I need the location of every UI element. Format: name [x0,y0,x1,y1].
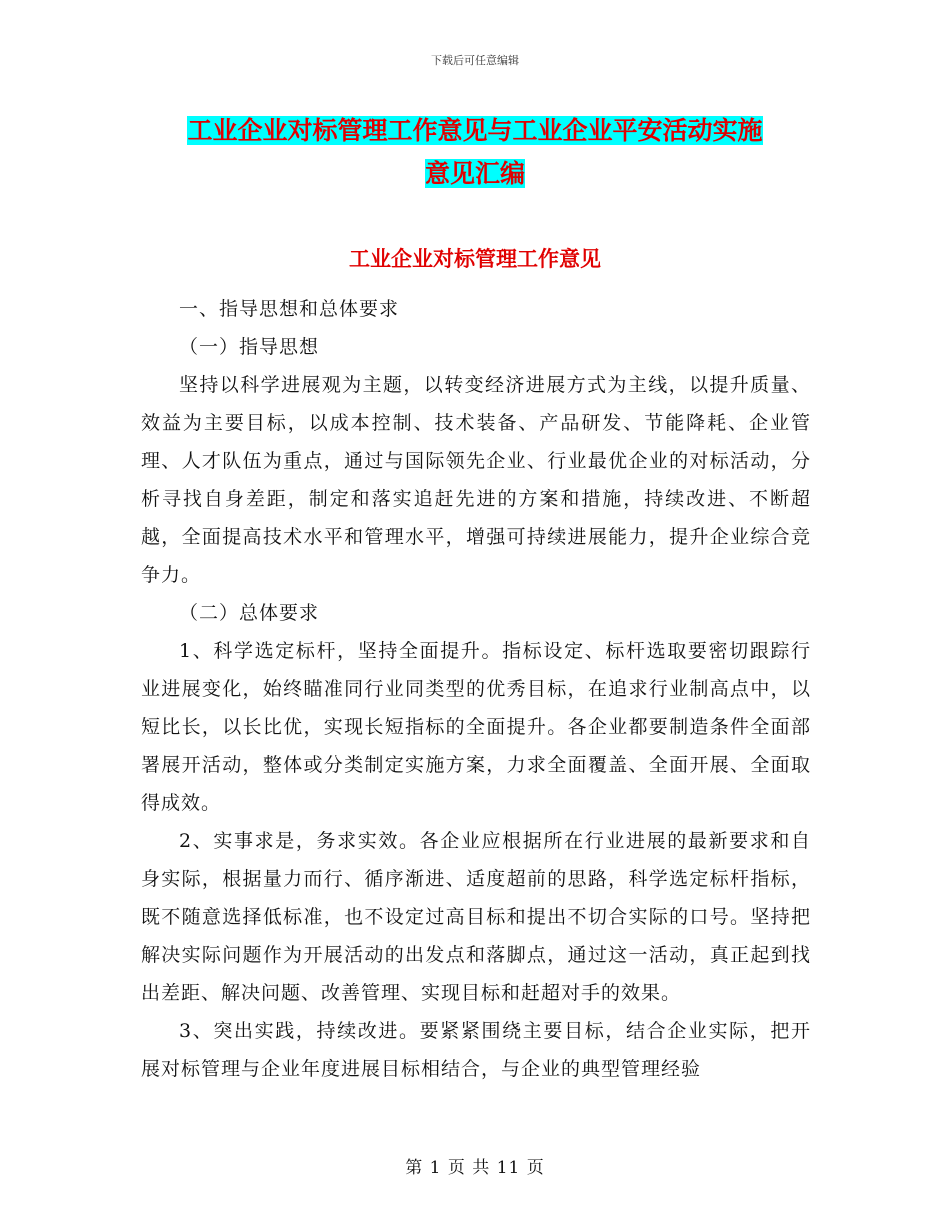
paragraph-requirement-2: 2、实事求是，务求实效。各企业应根据所在行业进展的最新要求和自身实际，根据量力而行、循序渐进、适度超前的思路，科学选定标杆指标，既不随意选择低标准，也不设定过高目标和提出不切合实际的口号。坚持把解决实际问题作为开展活动的出发点和落脚点，通过这一活动，真正起到找出差距、解决问题、改善管理、实现目标和赶超对手的效果。 [141,830,811,1004]
heading-guiding-principles: 一、指导思想和总体要求 [179,298,400,320]
paragraph-requirement-3: 3、突出实践，持续改进。要紧紧围绕主要目标，结合企业实际，把开展对标管理与企业年度进展目标相结合，与企业的典型管理经验 [141,1020,811,1080]
subheading-overall-requirements: （二）总体要求 [179,602,320,624]
document-title-text-2: 意见汇编 [424,159,525,188]
paragraph-requirement-1: 1、科学选定标杆，坚持全面提升。指标设定、标杆选取要密切跟踪行业进展变化，始终瞄准同行业同类型的优秀目标，在追求行业制高点中，以短比长，以长比优，实现长短指标的全面提升。各企业都要制造条件全面部署展开活动，整体或分类制定实施方案，力求全面覆盖、全面开展、全面取得成效。 [141,640,811,814]
header-note: 下载后可任意编辑 [431,54,519,67]
section-title: 工业企业对标管理工作意见 [349,247,601,271]
page-footer: 第 1 页 共 11 页 [405,1158,545,1178]
subheading-guiding-thought: （一）指导思想 [179,336,320,358]
document-title-line-2 [140,149,810,199]
paragraph-guiding-thought: 坚持以科学进展观为主题，以转变经济进展方式为主线，以提升质量、效益为主要目标，以成本控制、技术装备、产品研发、节能降耗、企业管理、人才队伍为重点，通过与国际领先企业、行业最优企业的对标活动，分析寻找自身差距，制定和落实追赶先进的方案和措施，持续改进、不断超越，全面提高技术水平和管理水平，增强可持续进展能力，提升企业综合竞争力。 [141,374,811,586]
document-title-text-1: 工业企业对标管理工作意见与工业企业平安活动实施 [187,116,763,145]
document-body [141,290,811,1088]
